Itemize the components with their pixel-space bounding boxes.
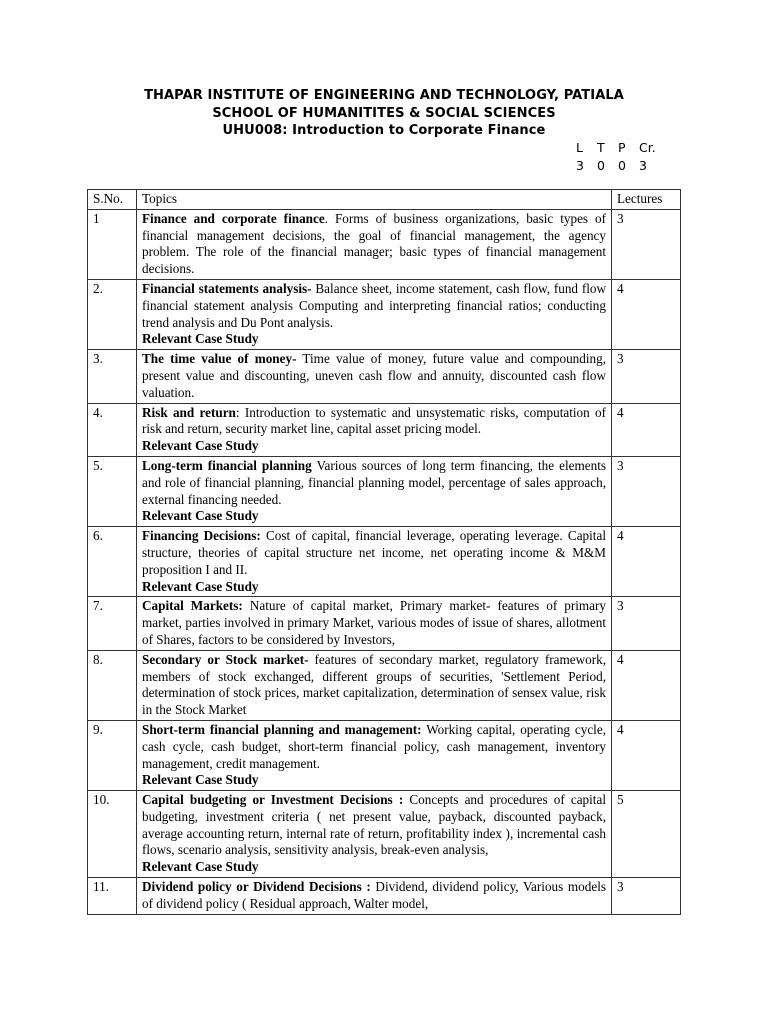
topic-title: Finance and corporate finance <box>142 210 325 226</box>
row-lectures: 4 <box>612 279 681 349</box>
row-topic <box>137 597 612 650</box>
row-lectures: 4 <box>612 650 681 720</box>
table-row <box>88 350 681 403</box>
row-topic <box>137 878 612 915</box>
topic-title: The time value of money- <box>142 351 297 367</box>
row-lectures: 4 <box>612 527 681 597</box>
school-title: SCHOOL OF HUMANITITES & SOCIAL SCIENCES <box>212 106 556 121</box>
topic-description: Concepts and procedures of capital budgeting, investment criteria ( net present value, payback, discounted payback, average accounting return, internal rate of return, profitability index ), incremental cash flows, scenario analysis, sensitivity analysis, break-even analysis, <box>142 792 606 858</box>
column-header-topics: Topics <box>137 190 612 210</box>
topic-title: Financial statements analysis- <box>142 280 312 296</box>
row-sno: 8. <box>88 650 137 720</box>
topic-title: Secondary or Stock market- <box>142 651 309 667</box>
ltp-values <box>576 158 666 173</box>
topic-title: Short-term financial planning and management: <box>142 721 422 737</box>
row-topic <box>137 720 612 790</box>
relevant-case-study: Relevant Case Study <box>142 508 259 524</box>
topic-description: Time value of money, future value and compounding, present value and discounting, uneven cash flow and annuity, discounted cash flow valuation. <box>142 351 606 400</box>
ltp-label-cr: Cr. <box>639 140 656 155</box>
row-topic <box>137 279 612 349</box>
ltp-value-t: 0 <box>597 158 605 173</box>
table-row <box>88 456 681 526</box>
table-row <box>88 878 681 915</box>
ltp-label-l: L <box>576 140 583 155</box>
row-topic <box>137 650 612 720</box>
row-topic <box>137 209 612 279</box>
row-lectures: 3 <box>612 350 681 403</box>
row-lectures: 4 <box>612 403 681 456</box>
row-sno: 3. <box>88 350 137 403</box>
course-title: UHU008: Introduction to Corporate Finance <box>222 123 546 138</box>
topic-description: . Forms of business organizations, basic types of financial management decisions, the goal of financial management, the agency problem. The role of the financial manager; basic types of financial management decisions. <box>142 210 606 277</box>
row-topic <box>137 403 612 456</box>
topic-description: features of secondary market, regulatory framework, members of stock exchanged, different groups of securities, 'Settlement Period, determination of stock prices, market capitalization, determination of sensex value, risk in the Stock Market <box>142 651 606 718</box>
row-sno: 4. <box>88 403 137 456</box>
table-row <box>88 720 681 790</box>
table-row <box>88 650 681 720</box>
topic-description: : Introduction to systematic and unsystematic risks, computation of risk and return, security market line, capital asset pricing model. <box>142 404 606 437</box>
table-row <box>88 791 681 878</box>
relevant-case-study: Relevant Case Study <box>142 438 259 454</box>
topic-title: Dividend policy or Dividend Decisions : <box>142 879 371 895</box>
column-header-sno: S.No. <box>88 190 137 210</box>
topic-title: Capital budgeting or Investment Decisions : <box>142 792 404 808</box>
row-sno: 6. <box>88 527 137 597</box>
row-lectures: 3 <box>612 209 681 279</box>
row-lectures: 5 <box>612 791 681 878</box>
row-sno: 5. <box>88 456 137 526</box>
topic-title: Financing Decisions: <box>142 528 261 544</box>
row-lectures: 3 <box>612 456 681 526</box>
table-row <box>88 209 681 279</box>
ltp-label-p: P <box>618 140 626 155</box>
relevant-case-study: Relevant Case Study <box>142 859 259 875</box>
topic-description: Cost of capital, financial leverage, operating leverage. Capital structure, theories of capital structure net income, net operating income & M&M proposition I and II. <box>142 528 606 577</box>
ltp-labels <box>576 140 666 155</box>
row-sno: 7. <box>88 597 137 650</box>
table-row <box>88 597 681 650</box>
ltp-value-p: 0 <box>618 158 626 173</box>
row-topic <box>137 527 612 597</box>
table-row <box>88 403 681 456</box>
relevant-case-study: Relevant Case Study <box>142 578 259 594</box>
topic-description: Dividend, dividend policy, Various models of dividend policy ( Residual approach, Walter model, <box>142 879 607 911</box>
topic-description: Various sources of long term financing, the elements and role of financial planning, financial planning model, percentage of sales approach, external financing needed. <box>142 457 606 507</box>
row-lectures: 4 <box>612 720 681 790</box>
row-sno: 11. <box>88 878 137 915</box>
table-header-row <box>88 190 681 210</box>
row-sno: 1 <box>88 209 137 279</box>
topic-description: Nature of capital market, Primary market- features of primary market, parties involved in primary Market, various modes of issue of shares, allotment of Shares, factors to be considered by Investors, <box>142 598 607 647</box>
row-lectures: 3 <box>612 597 681 650</box>
table-row <box>88 279 681 349</box>
ltp-value-cr: 3 <box>639 158 647 173</box>
table-row <box>88 527 681 597</box>
institute-title: THAPAR INSTITUTE OF ENGINEERING AND TECHNOLOGY, PATIALA <box>144 88 624 103</box>
topic-description: Working capital, operating cycle, cash cycle, cash budget, short-term financial policy, cash management, inventory management, credit management. <box>142 721 606 771</box>
row-topic <box>137 791 612 878</box>
syllabus-table <box>87 189 681 915</box>
topic-description: Balance sheet, income statement, cash flow, fund flow financial statement analysis Computing and interpreting financial ratios; conducting trend analysis and Du Pont analysis. <box>142 280 606 330</box>
row-sno: 10. <box>88 791 137 878</box>
topic-title: Capital Markets: <box>142 598 243 614</box>
ltp-value-l: 3 <box>576 158 584 173</box>
row-topic <box>137 456 612 526</box>
row-sno: 9. <box>88 720 137 790</box>
topic-title: Risk and return <box>142 404 236 420</box>
row-sno: 2. <box>88 279 137 349</box>
topic-title: Long-term financial planning <box>142 457 312 473</box>
column-header-lectures: Lectures <box>612 190 681 210</box>
row-lectures: 3 <box>612 878 681 915</box>
row-topic <box>137 350 612 403</box>
relevant-case-study: Relevant Case Study <box>142 331 259 347</box>
ltp-label-t: T <box>597 140 605 155</box>
relevant-case-study: Relevant Case Study <box>142 772 259 788</box>
